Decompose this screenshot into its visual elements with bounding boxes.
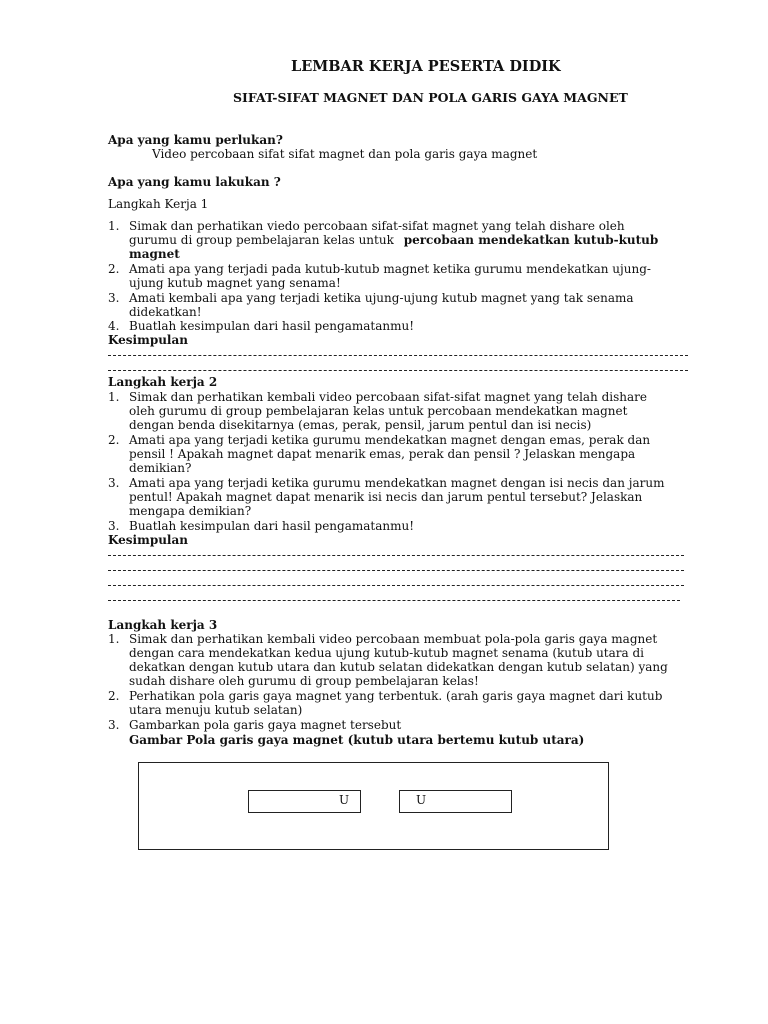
step3-item2-line2: utara menuju kutub selatan)	[129, 703, 303, 717]
step2-item2-line1: Amati apa yang terjadi ketika gurumu mendekatkan magnet dengan emas, perak dan	[129, 433, 651, 447]
step2-item4-line1: Buatlah kesimpulan dari hasil pengamatanmu!	[129, 519, 415, 533]
page-title: LEMBAR KERJA PESERTA DIDIK	[291, 58, 561, 75]
todo-heading: Apa yang kamu lakukan ?	[108, 175, 281, 189]
step2-item2-number: 2.	[108, 433, 120, 447]
step2-conclusion-label: Kesimpulan	[108, 533, 188, 547]
step1-item2-line1: Amati apa yang terjadi pada kutub-kutub magnet ketika gurumu mendekatkan ujung-	[129, 262, 651, 276]
step2-item1-line1: Simak dan perhatikan kembali video percobaan sifat-sifat magnet yang telah dishare	[129, 390, 647, 404]
step1-item1-number: 1.	[108, 219, 120, 233]
answer-line	[108, 355, 688, 356]
step2-item1-line2: oleh gurumu di group pembelajaran kelas untuk percobaan mendekatkan magnet	[129, 404, 628, 418]
answer-line	[108, 570, 684, 571]
step3-item1-line2: dengan cara mendekatkan kedua ujung kutub-kutub magnet senama (kutub utara di	[129, 646, 644, 660]
step3-item2-number: 2.	[108, 689, 120, 703]
step2-item4-number: 3.	[108, 519, 120, 533]
step2-item3-line1: Amati apa yang terjadi ketika gurumu mendekatkan magnet dengan isi necis dan jarum	[129, 476, 665, 490]
step1-item1-line3: magnet	[129, 247, 180, 261]
answer-line	[108, 585, 684, 586]
step1-item4-number: 4.	[108, 319, 120, 333]
drawing-area[interactable]	[138, 762, 609, 850]
needs-text: Video percobaan sifat sifat magnet dan pola garis gaya magnet	[152, 147, 538, 161]
magnet-left-pole-label: U	[339, 793, 350, 807]
needs-heading: Apa yang kamu perlukan?	[108, 133, 283, 147]
answer-line	[108, 370, 688, 371]
step1-item1-line2-text: gurumu di group pembelajaran kelas untuk	[129, 233, 398, 247]
step3-item1-number: 1.	[108, 632, 120, 646]
step2-item2-line2: pensil ! Apakah magnet dapat menarik emas, perak dan pensil ? Jelaskan mengapa	[129, 447, 636, 461]
step3-item1-line1: Simak dan perhatikan kembali video percobaan membuat pola-pola garis gaya magnet	[129, 632, 658, 646]
step3-item1-line3: dekatkan dengan kutub utara dan kutub selatan didekatkan dengan kutub selatan) yang	[129, 660, 668, 674]
step1-conclusion-label: Kesimpulan	[108, 333, 188, 347]
step2-item2-line3: demikian?	[129, 461, 192, 475]
step2-heading: Langkah kerja 2	[108, 375, 218, 389]
step3-item1-line4: sudah dishare oleh gurumu di group pembelajaran kelas!	[129, 674, 479, 688]
step2-item3-number: 3.	[108, 476, 120, 490]
step1-item1-bold-text: percobaan mendekatkan kutub-kutub	[403, 233, 659, 247]
step1-item3-line2: didekatkan!	[129, 305, 202, 319]
page-subtitle: SIFAT-SIFAT MAGNET DAN POLA GARIS GAYA MAGNET	[233, 90, 628, 105]
magnet-right-pole-label: U	[416, 793, 427, 807]
step1-item3-line1: Amati kembali apa yang terjadi ketika ujung-ujung kutub magnet yang tak senama	[129, 291, 634, 305]
step3-item3-number: 3.	[108, 718, 120, 732]
step1-item2-line2: ujung kutub magnet yang senama!	[129, 276, 341, 290]
step1-item4-line1: Buatlah kesimpulan dari hasil pengamatanmu!	[129, 319, 415, 333]
step2-item3-line3: mengapa demikian?	[129, 504, 252, 518]
step2-item1-line3: dengan benda disekitarnya (emas, perak, pensil, jarum pentul dan isi necis)	[129, 418, 592, 432]
step3-item2-line1: Perhatikan pola garis gaya magnet yang terbentuk. (arah garis gaya magnet dari kutub	[129, 689, 663, 703]
step1-item1-line1: Simak dan perhatikan viedo percobaan sifat-sifat magnet yang telah dishare oleh	[129, 219, 625, 233]
step1-item1-line2	[129, 233, 658, 248]
step1-item2-number: 2.	[108, 262, 120, 276]
figure-caption: Gambar Pola garis gaya magnet (kutub utara bertemu kutub utara)	[129, 733, 585, 747]
step2-item3-line2: pentul! Apakah magnet dapat menarik isi necis dan jarum pentul tersebut? Jelaskan	[129, 490, 643, 504]
answer-line	[108, 600, 680, 601]
step1-heading: Langkah Kerja 1	[108, 197, 209, 211]
answer-line	[108, 555, 684, 556]
step1-item3-number: 3.	[108, 291, 120, 305]
magnet-right	[399, 790, 512, 813]
step2-item1-number: 1.	[108, 390, 120, 404]
step3-item3-line1: Gambarkan pola garis gaya magnet tersebut	[129, 718, 402, 732]
step3-heading: Langkah kerja 3	[108, 618, 218, 632]
magnet-left	[248, 790, 361, 813]
